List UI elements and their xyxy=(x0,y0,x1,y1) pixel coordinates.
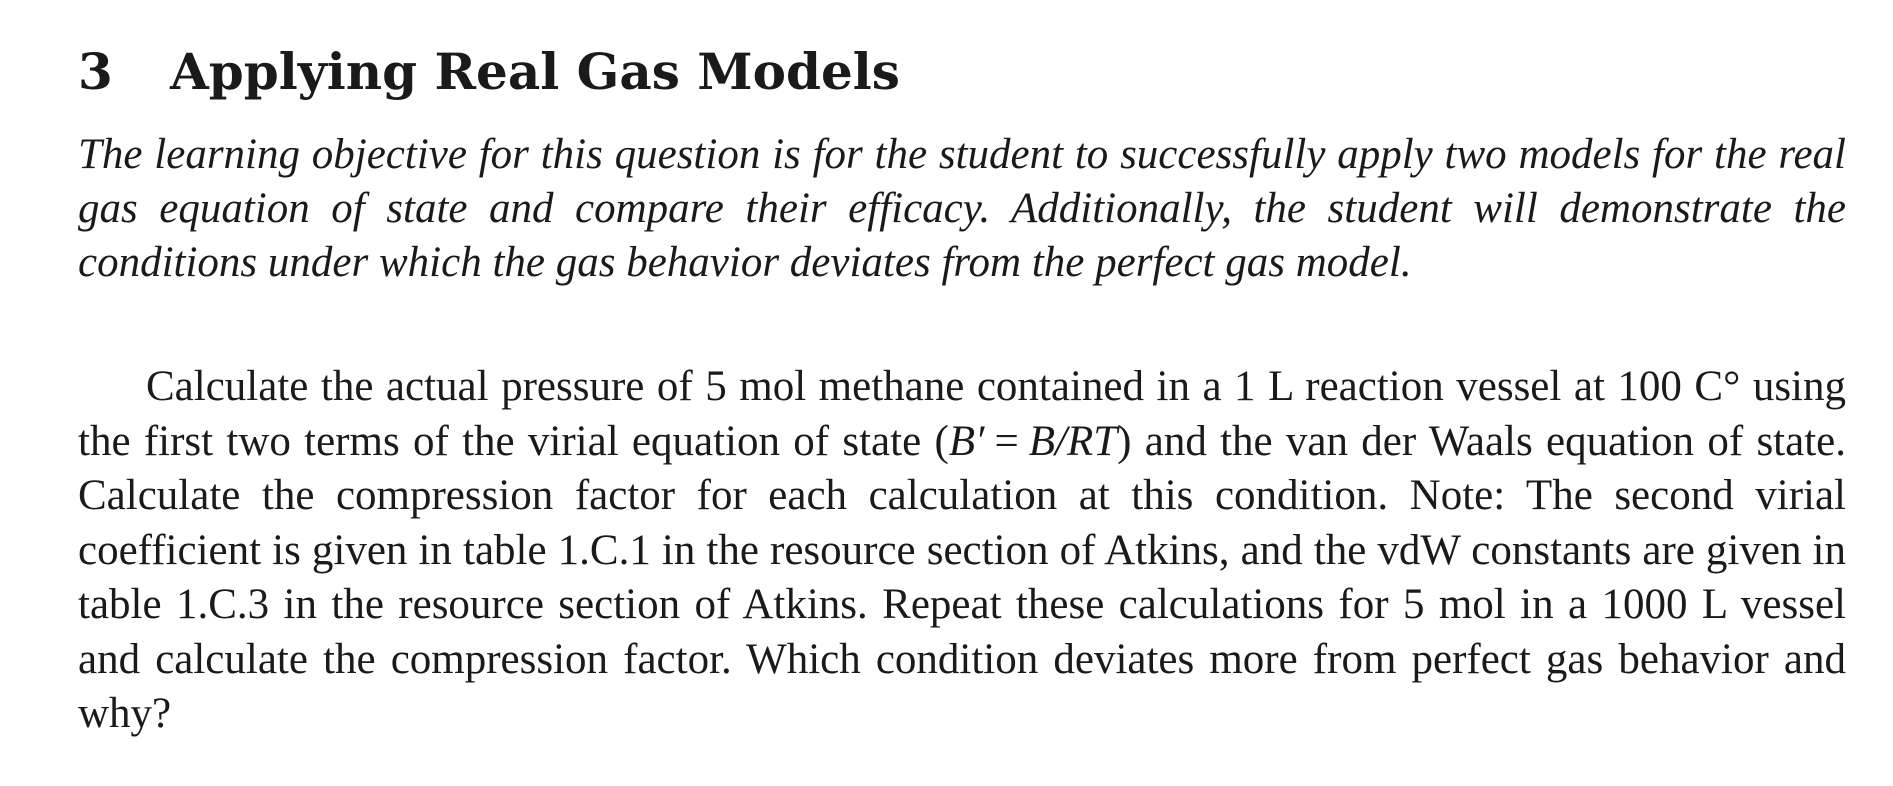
problem-text-after-math: ) and the van der Waals equation of state. Calculate the compression factor for each calculation at this condition. Note: The second virial coefficient is given in table 1.C.1 in the resource section of Atkins, and the vdW constants are given in table 1.C.3 in the resource section of Atkins. Repeat these calculations for 5 mol in a 1000 L vessel and calculate the compression factor. Which condition deviates more from perfect gas behavior and why? xyxy=(78,417,1846,737)
virial-relation-math xyxy=(949,418,1117,465)
math-rhs: B/RT xyxy=(1028,417,1118,465)
section-number: 3 xyxy=(78,42,113,101)
math-equals: = xyxy=(994,417,1019,465)
problem-paragraph xyxy=(78,360,1846,742)
learning-objective-paragraph: The learning objective for this question is for the student to successfully apply two models for the real gas equation of state and compare their efficacy. Additionally, the student will demonstrate the conditions under which the gas behavior deviates from the perfect gas model. xyxy=(78,131,1846,286)
document-page xyxy=(78,36,1846,742)
problem-text-before-math: Calculate the actual pressure of 5 mol methane contained in a 1 L reaction vessel at 100 C° using the first two terms of the virial equation of state ( xyxy=(78,363,1846,465)
section-title: Applying Real Gas Models xyxy=(170,42,900,101)
section-heading xyxy=(78,36,1846,108)
math-lhs: B′ xyxy=(948,417,985,465)
